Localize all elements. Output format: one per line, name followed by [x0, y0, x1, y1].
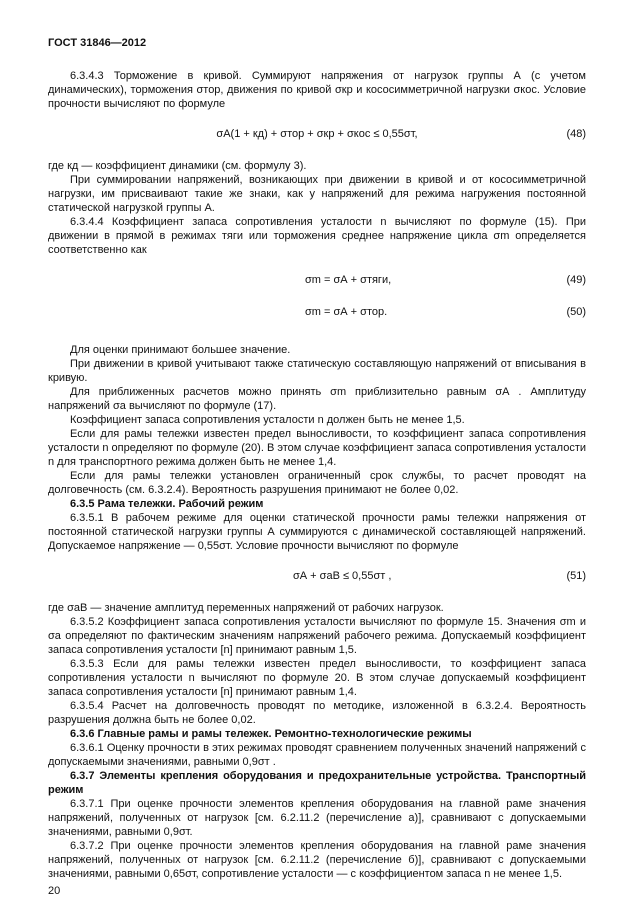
formula-51	[48, 569, 586, 585]
paragraph-where-kd: где кд — коэффициент динамики (см. формулу 3).	[48, 160, 307, 172]
paragraph-6-3-4-4: 6.3.4.4 Коэффициент запаса сопротивления усталости n вычисляют по формуле (15). При движении в прямой в режимах тяги или торможения среднее напряжение цикла σm определяется соответственно как	[48, 216, 586, 256]
formula-50-number: (50)	[566, 306, 586, 318]
formula-49-text: σm = σА + σтяги,	[305, 274, 392, 286]
page-number: 20	[48, 885, 61, 897]
formula-51-number: (51)	[566, 570, 586, 582]
formula-50-text: σm = σА + σтор.	[305, 306, 388, 318]
paragraph-take-max: Для оценки принимают большее значение.	[70, 344, 291, 356]
paragraph-summation: При суммировании напряжений, возникающих при движении в кривой и от кососимметричной нагрузки, им присваивают такие же знаки, как у напряжений для режима нагружения постоянной статической нагрузкой группы А.	[48, 174, 586, 214]
formula-50	[48, 305, 586, 321]
paragraph-6-3-6-1: 6.3.6.1 Оценку прочности в этих режимах проводят сравнением полученных значений напряжений с допускаемыми значениями, равными 0,9σт .	[48, 742, 586, 768]
paragraph-6-3-5-3: 6.3.5.3 Если для рамы тележки известен предел выносливости, то коэффициент запаса сопротивления усталости n вычисляют по формуле 20. В этом случае допускаемый коэффициент запаса сопротивления усталости [n] принимают равным 1,4.	[48, 658, 586, 698]
paragraph-endurance-limit: Если для рамы тележки известен предел выносливости, то коэффициент запаса сопротивления усталости n определяют по формуле (20). В этом случае коэффициент запаса сопротивления усталости n для транспортного режима должен быть не менее 1,4.	[48, 428, 586, 468]
formula-49	[48, 273, 586, 289]
paragraph-6-3-5-4: 6.3.5.4 Расчет на долговечность проводят по методике, изложенной в 6.3.2.4. Вероятность разрушения должна быть не более 0,02.	[48, 700, 586, 726]
formula-48	[48, 127, 586, 143]
heading-6-3-5: 6.3.5 Рама тележки. Рабочий режим	[70, 498, 264, 510]
paragraph-6-3-7-2: 6.3.7.2 При оценке прочности элементов крепления оборудования на главной раме значения напряжений, полученных от нагрузок [см. 6.2.11.2 (перечисление б)], сравнивают с допускаемыми значениями, равными 0,65σт, сопротивление усталости — с коэффициентом запаса n не менее 1,5.	[48, 840, 586, 880]
paragraph-approx: Для приближенных расчетов можно принять σm приблизительно равным σА . Амплитуду напряжений σа вычисляют по формуле (17).	[48, 386, 586, 412]
document-page	[48, 36, 586, 881]
paragraph-where-amplitude: где σаВ — значение амплитуд переменных напряжений от рабочих нагрузок.	[48, 602, 444, 614]
paragraph-6-3-4-3: 6.3.4.3 Торможение в кривой. Суммируют напряжения от нагрузок группы А (с учетом динамических), торможения σтор, движения по кривой σкр и кососимметричной нагрузки σкос. Условие прочности вычисляют по формуле	[48, 70, 586, 110]
formula-48-number: (48)	[566, 128, 586, 140]
paragraph-6-3-5-2: 6.3.5.2 Коэффициент запаса сопротивления усталости вычисляют по формуле 15. Значения σm и σа определяют по фактическим значениям напряжений рабочего режима. Допускаемый коэффициент запаса сопротивления усталости [n] принимают равным 1,5.	[48, 616, 586, 656]
heading-6-3-6: 6.3.6 Главные рамы и рамы тележек. Ремонтно-технологические режимы	[70, 728, 472, 740]
paragraph-6-3-7-1: 6.3.7.1 При оценке прочности элементов крепления оборудования на главной раме значения напряжений, полученных от нагрузок [см. 6.2.11.2 (перечисление а)], сравнивают с допускаемыми значениями, равными 0,9σт.	[48, 798, 586, 838]
formula-48-text: σА(1 + кд) + σтор + σкр + σкос ≤ 0,55σт,	[216, 128, 418, 140]
paragraph-6-3-5-1: 6.3.5.1 В рабочем режиме для оценки статической прочности рамы тележки напряжения от постоянной статической нагрузки группы А суммируются с динамической составляющей напряжений. Допускаемое напряжение — 0,55σт. Условие прочности вычисляют по формуле	[48, 512, 586, 552]
formula-51-text: σА + σаВ ≤ 0,55σт ,	[293, 570, 392, 582]
paragraph-curve-static: При движении в кривой учитывают также статическую составляющую напряжений от вписывания в кривую.	[48, 358, 586, 384]
paragraph-fatigue-min: Коэффициент запаса сопротивления усталости n должен быть не менее 1,5.	[70, 414, 465, 426]
document-header: ГОСТ 31846—2012	[48, 37, 147, 49]
paragraph-durability: Если для рамы тележки установлен ограниченный срок службы, то расчет проводят на долговечность (см. 6.3.2.4). Вероятность разрушения принимают не более 0,02.	[48, 470, 586, 496]
heading-6-3-7: 6.3.7 Элементы крепления оборудования и предохранительные устройства. Транспортный режим	[48, 770, 586, 796]
formula-49-number: (49)	[566, 274, 586, 286]
